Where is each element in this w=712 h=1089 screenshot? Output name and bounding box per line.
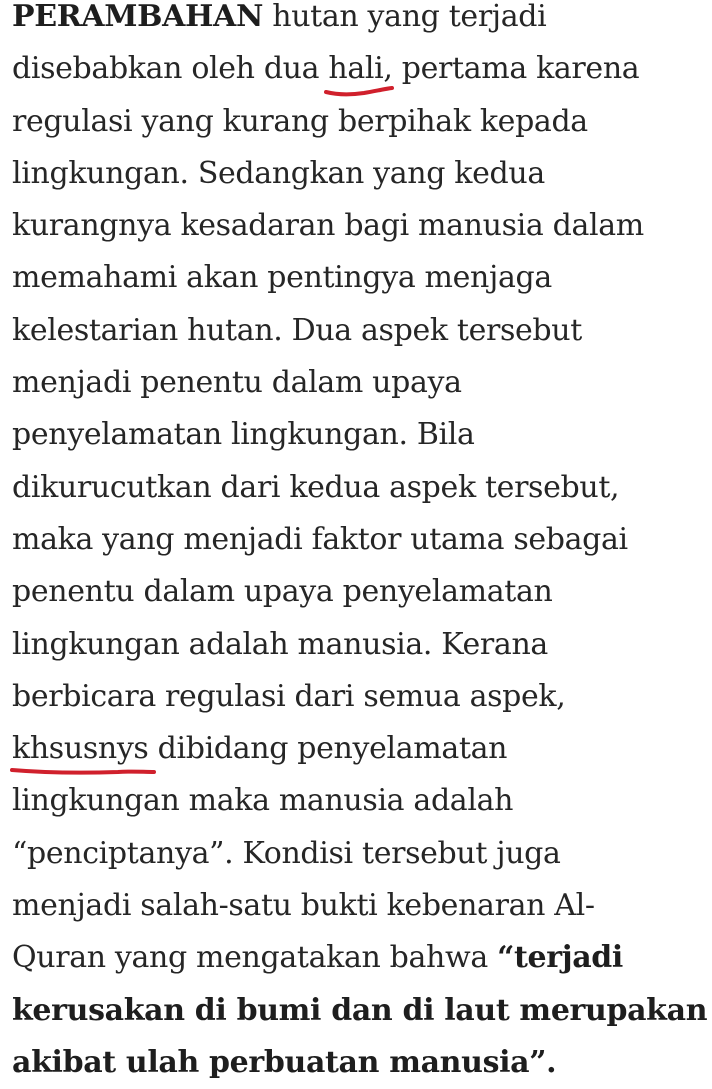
misspelled-word[interactable] — [328, 43, 383, 95]
misspelled-word-text: hali — [328, 51, 384, 87]
text-line: lingkungan maka manusia adalah — [12, 783, 514, 819]
text-segment: disebabkan oleh dua — [12, 51, 329, 87]
text-segment: , pertama karena — [383, 51, 640, 87]
misspelled-word[interactable] — [12, 723, 148, 775]
lead-word: PERAMBAHAN — [12, 0, 264, 34]
text-line — [12, 0, 702, 43]
text-line: lingkungan. Sedangkan yang kedua — [12, 155, 545, 191]
text-line: “penciptanya”. Kondisi tersebut juga — [12, 835, 561, 871]
text-line: regulasi yang kurang berpihak kepada — [12, 103, 588, 139]
text-segment: Quran yang mengatakan bahwa — [12, 940, 498, 976]
spellcheck-underline-icon — [324, 85, 394, 97]
text-line: penyelamatan lingkungan. Bila — [12, 417, 475, 453]
misspelled-word-text: khsusnys — [12, 731, 149, 767]
text-segment: hutan yang terjadi — [263, 0, 547, 34]
spellcheck-underline-icon — [8, 764, 158, 776]
text-line: lingkungan adalah manusia. Kerana — [12, 626, 548, 662]
quote-bold: “terjadi — [497, 940, 623, 976]
text-line: kelestarian hutan. Dua aspek tersebut — [12, 312, 582, 348]
text-line: menjadi salah-satu bukti kebenaran Al- — [12, 888, 595, 924]
text-line: kurangnya kesadaran bagi manusia dalam — [12, 208, 644, 244]
article-body — [12, 0, 708, 1089]
text-line: penentu dalam upaya penyelamatan — [12, 574, 553, 610]
text-line-bold: akibat ulah perbuatan manusia”. — [12, 1044, 557, 1080]
text-line-bold: kerusakan di bumi dan di laut merupakan — [12, 992, 708, 1028]
text-line: dikurucutkan dari kedua aspek tersebut, — [12, 469, 620, 505]
text-line — [12, 723, 702, 775]
text-segment: dibidang penyelamatan — [148, 731, 508, 767]
text-line: berbicara regulasi dari semua aspek, — [12, 678, 566, 714]
text-line: memahami akan pentingya menjaga — [12, 260, 552, 296]
text-line — [12, 932, 702, 984]
text-line — [12, 43, 702, 95]
text-line: maka yang menjadi faktor utama sebagai — [12, 521, 628, 557]
text-line: menjadi penentu dalam upaya — [12, 365, 462, 401]
